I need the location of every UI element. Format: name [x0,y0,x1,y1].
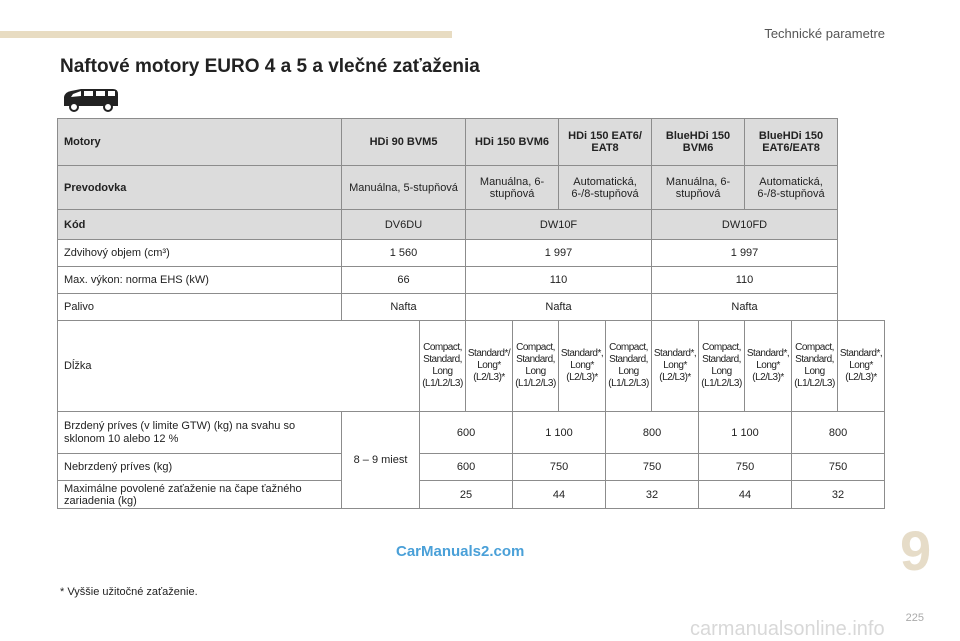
table-cell: Manuálna, 6-stupňová [466,166,559,210]
engine-col-3: HDi 150 EAT6/ EAT8 [559,119,652,166]
table-cell: DV6DU [342,210,466,240]
table-row-nebrzdeny [58,454,885,481]
table-cell: 600 [420,454,513,481]
row-label: Motory [58,119,342,166]
row-label: Prevodovka [58,166,342,210]
table-cell: Manuálna, 5-stupňová [342,166,466,210]
length-cell: Standard*, Long* (L2/L3)* [559,321,606,412]
section-title: Technické parametre [764,26,885,41]
row-label: Palivo [58,294,342,321]
length-cell: Compact, Standard, Long (L1/L2/L3) [792,321,838,412]
table-row-brzdeny [58,412,885,454]
table-row-objem [58,240,885,267]
length-cell: Standard*, Long* (L2/L3)* [745,321,792,412]
table-cell: Nafta [652,294,838,321]
table-cell: Manuálna, 6-stupňová [652,166,745,210]
footer-watermark: carmanualsonline.info [690,618,885,640]
table-cell: Automatická, 6-/8-stupňová [559,166,652,210]
page-title: Naftové motory EURO 4 a 5 a vlečné zaťaženia [60,56,480,77]
table-row-dlzka [58,321,885,412]
table-cell: 750 [513,454,606,481]
row-label: Maximálne povolené zaťaženie na čape ťažného zariadenia (kg) [58,481,342,509]
table-cell: 25 [420,481,513,509]
table-row-vykon [58,267,885,294]
table-row-motory [58,119,885,166]
footnote: * Vyššie užitočné zaťaženie. [60,586,198,598]
table-cell: 750 [699,454,792,481]
row-label: Dĺžka [58,321,420,412]
row-label: Kód [58,210,342,240]
seats-cell: 8 – 9 miest [342,412,420,509]
table-cell: 1 560 [342,240,466,267]
table-row-max-zataz [58,481,885,509]
table-cell: 1 100 [513,412,606,454]
table-cell: Nafta [342,294,466,321]
table-cell: 1 100 [699,412,792,454]
table-cell: Nafta [466,294,652,321]
table-cell: 800 [792,412,885,454]
length-cell: Standard*, Long* (L2/L3)* [652,321,699,412]
row-label: Nebrzdený príves (kg) [58,454,342,481]
van-icon [61,86,121,112]
engine-col-1: HDi 90 BVM5 [342,119,466,166]
length-cell: Compact, Standard, Long (L1/L2/L3) [513,321,559,412]
header-bar [0,31,452,38]
table-cell: Automatická, 6-/8-stupňová [745,166,838,210]
table-cell: 44 [699,481,792,509]
table-cell: 750 [606,454,699,481]
table-cell: 1 997 [466,240,652,267]
length-cell: Compact, Standard, Long (L1/L2/L3) [420,321,466,412]
table-cell: DW10F [466,210,652,240]
table-cell: 800 [606,412,699,454]
page-number: 225 [905,612,924,624]
engine-col-2: HDi 150 BVM6 [466,119,559,166]
table-row-palivo [58,294,885,321]
length-cell: Compact, Standard, Long (L1/L2/L3) [606,321,652,412]
table-cell: 110 [466,267,652,294]
table-cell: 600 [420,412,513,454]
engine-spec-table [57,118,885,509]
table-row-kod [58,210,885,240]
table-cell: 66 [342,267,466,294]
table-cell: 32 [606,481,699,509]
table-cell: 32 [792,481,885,509]
engine-col-4: BlueHDi 150 BVM6 [652,119,745,166]
table-cell: 750 [792,454,885,481]
table-cell: 44 [513,481,606,509]
length-cell: Standard*/ Long* (L2/L3)* [466,321,513,412]
table-cell: 110 [652,267,838,294]
row-label: Brzdený príves (v limite GTW) (kg) na svahu so sklonom 10 alebo 12 % [58,412,342,454]
row-label: Max. výkon: norma EHS (kW) [58,267,342,294]
engine-col-5: BlueHDi 150 EAT6/EAT8 [745,119,838,166]
table-row-prevodovka [58,166,885,210]
length-cell: Standard*, Long* (L2/L3)* [838,321,885,412]
length-cell: Compact, Standard, Long (L1/L2/L3) [699,321,745,412]
row-label: Zdvihový objem (cm³) [58,240,342,267]
table-cell: DW10FD [652,210,838,240]
watermark-link[interactable]: CarManuals2.com [396,543,525,560]
table-cell: 1 997 [652,240,838,267]
chapter-number: 9 [900,519,932,582]
